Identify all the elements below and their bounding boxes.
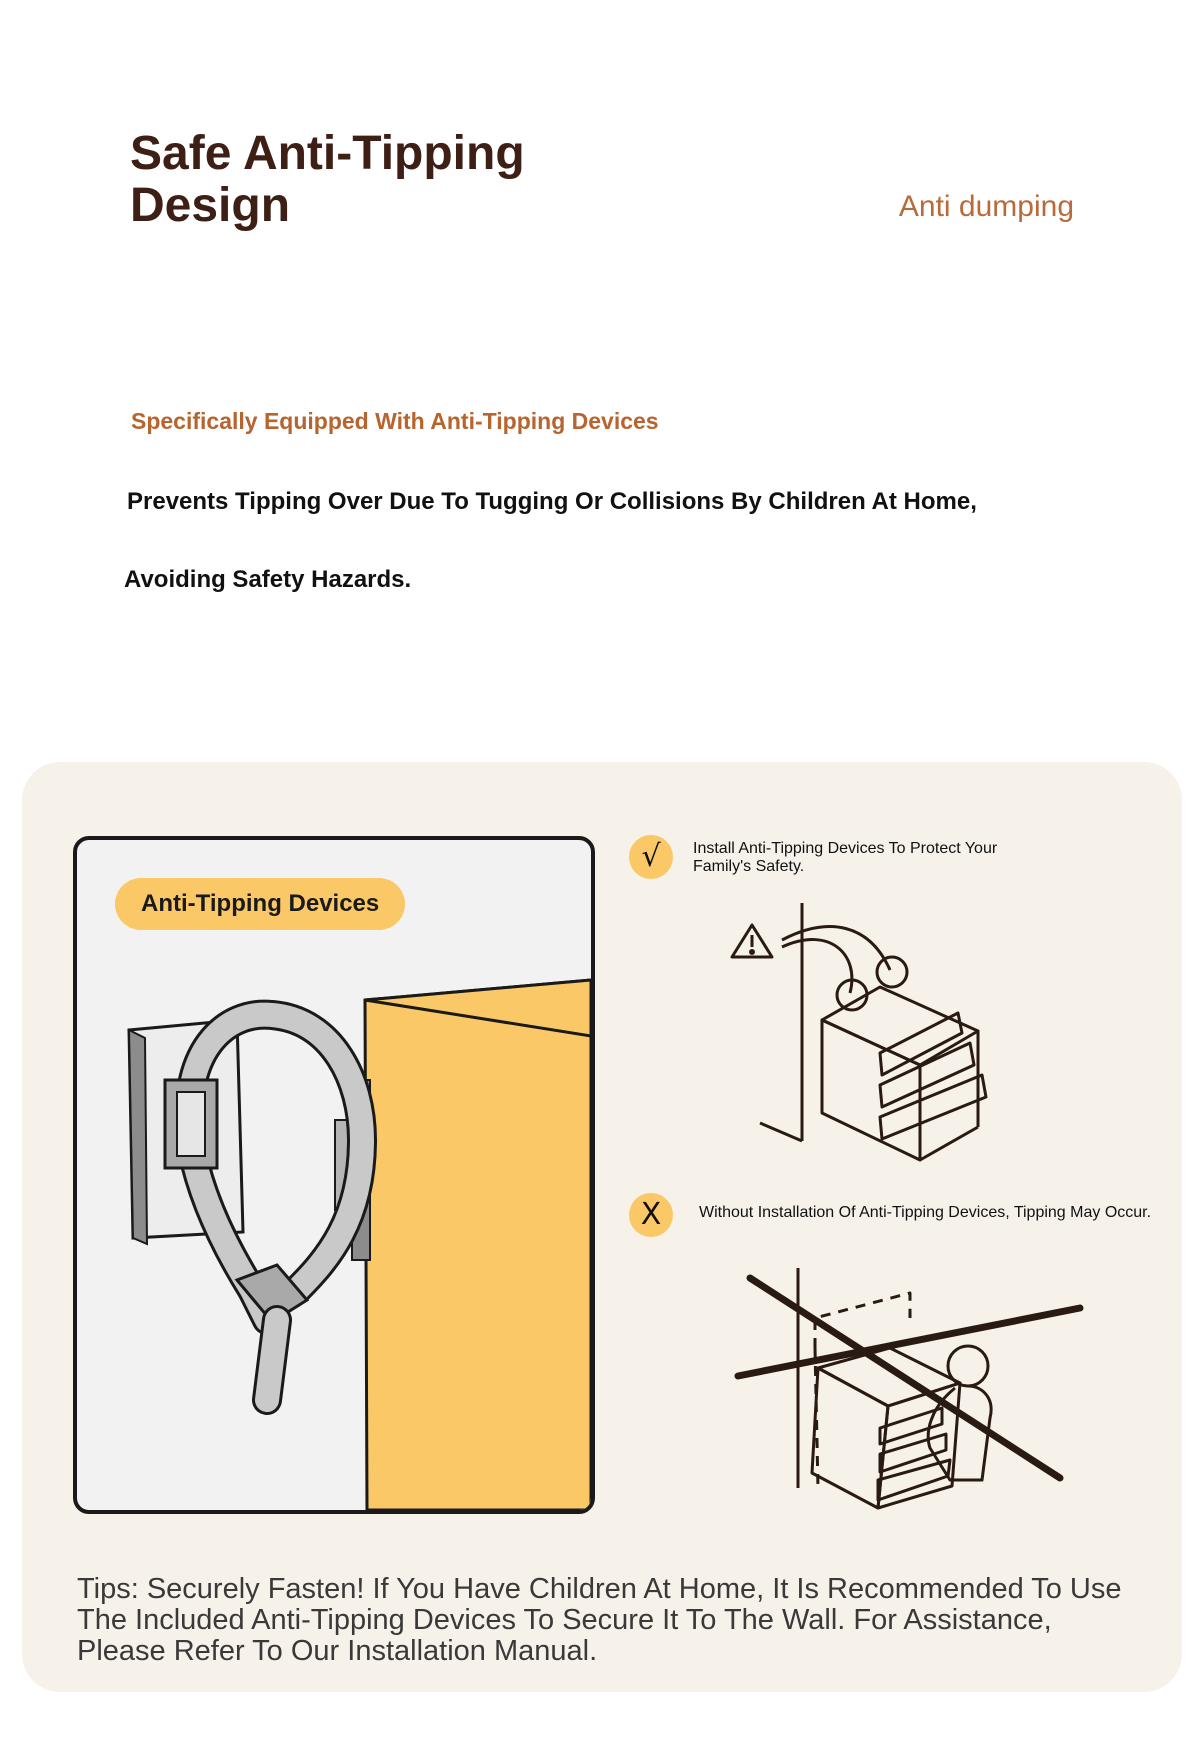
anti-tipping-device-illustration xyxy=(73,836,595,1514)
tipping-dresser-drawing xyxy=(720,1258,1100,1538)
device-label: Anti-Tipping Devices xyxy=(115,878,405,930)
page-title: Safe Anti-Tipping Design xyxy=(130,127,525,232)
incorrect-usage-text: Without Installation Of Anti-Tipping Devices, Tipping May Occur. xyxy=(699,1204,1152,1221)
feature-description-line-2: Avoiding Safety Hazards. xyxy=(124,566,412,593)
strap-device-drawing xyxy=(77,840,591,1510)
feature-subhead: Specifically Equipped With Anti-Tipping Devices xyxy=(131,408,659,434)
secured-dresser-drawing xyxy=(720,895,1020,1175)
cross-icon: X xyxy=(629,1193,673,1237)
check-icon: √ xyxy=(629,835,673,879)
installation-tips: Tips: Securely Fasten! If You Have Children At Home, It Is Recommended To Use The Included Anti-Tipping Devices To Secure It To The Wall. For Assistance, Please Refer To Our Installation Manual. xyxy=(77,1573,1122,1667)
feature-description-line-1: Prevents Tipping Over Due To Tugging Or Collisions By Children At Home, xyxy=(127,488,977,515)
anti-dumping-tag: Anti dumping xyxy=(898,190,1074,223)
correct-usage-text: Install Anti-Tipping Devices To Protect Your Family's Safety. xyxy=(693,840,998,875)
